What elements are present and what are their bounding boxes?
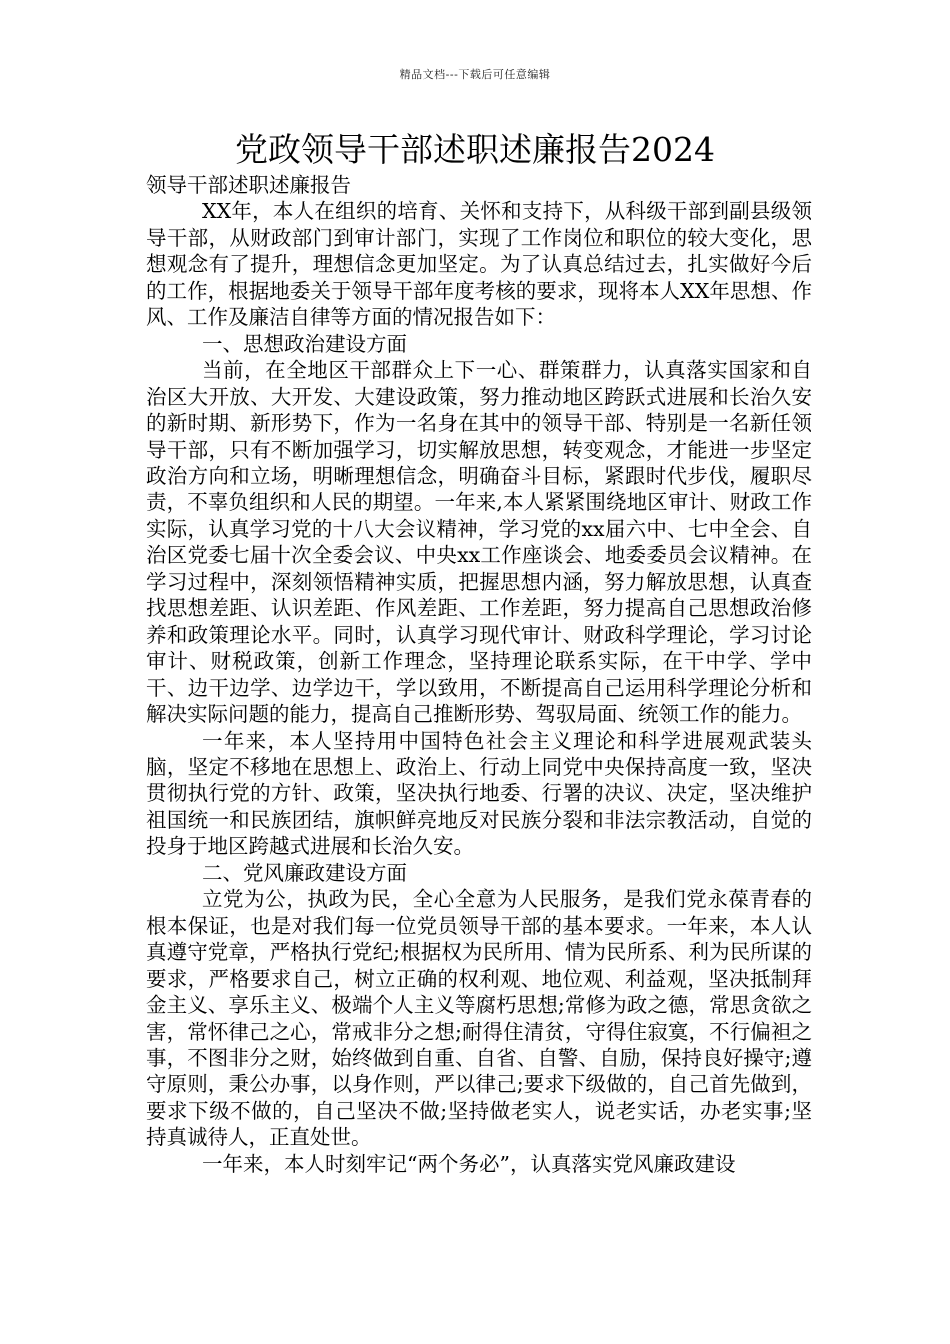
document-subtitle: 领导干部述职述廉报告	[146, 173, 351, 197]
section-heading-integrity: 二、党风廉政建设方面	[202, 860, 407, 885]
section-heading-political: 一、思想政治建设方面	[202, 331, 407, 356]
integrity-paragraph-1: 立党为公，执政为民，全心全意为人民服务，是我们党永葆青春的根本保证，也是对我们每一位党员领导干部的基本要求。一年来，本人认真遵守党章，严格执行党纪;根据权为民所用、情为民所系、利为民所谋的要求，严格要求自己，树立正确的权利观、地位观、利益观，坚决抵制拜金主义、享乐主义、极端个人主义等腐朽思想;常修为政之德，常思贪欲之害，常怀律己之心，常戒非分之想;耐得住清贫，守得住寂寞，不行偏袒之事，不图非分之财，始终做到自重、自省、自警、自励，保持良好操守;遵守原则，秉公办事，以身作则，严以律己;要求下级做的，自己首先做到，要求下级不做的，自己坚决不做;坚持做老实人，说老实话，办老实事;坚持真诚待人，正直处世。	[146, 887, 812, 1150]
political-paragraph-1: 当前，在全地区干部群众上下一心、群策群力，认真落实国家和自治区大开放、大开发、大建设政策，努力推动地区跨跃式进展和长治久安的新时期、新形势下，作为一名身在其中的领导干部、特别是一名新任领导干部，只有不断加强学习，切实解放思想，转变观念，才能进一步坚定政治方向和立场，明晰理想信念，明确奋斗目标，紧跟时代步伐，履职尽责，不辜负组织和人民的期望。一年来,本人紧紧围绕地区审计、财政工作实际，认真学习党的十八大会议精神，学习党的xx届六中、七中全会、自治区党委七届十次全委会议、中央xx工作座谈会、地委委员会议精神。在学习过程中，深刻领悟精神实质，把握思想内涵，努力解放思想，认真查找思想差距、认识差距、作风差距、工作差距，努力提高自己思想政治修养和政策理论水平。同时，认真学习现代审计、财政科学理论，学习讨论审计、财税政策，创新工作理念，坚持理论联系实际，在干中学、学中干、边干边学、边学边干，学以致用，不断提高自己运用科学理论分析和解决实际问题的能力，提高自己推断形势、驾驭局面、统领工作的能力。	[146, 358, 812, 727]
integrity-paragraph-2: 一年来，本人时刻牢记“两个务必”，认真落实党风廉政建设	[202, 1151, 736, 1176]
political-paragraph-2: 一年来，本人坚持用中国特色社会主义理论和科学进展观武装头脑，坚定不移地在思想上、政治上、行动上同党中央保持高度一致，坚决贯彻执行党的方针、政策，坚决执行地委、行署的决议、决定，坚决维护祖国统一和民族团结，旗帜鲜亮地反对民族分裂和非法宗教活动，自觉的投身于地区跨越式进展和长治久安。	[146, 728, 812, 859]
header-note: 精品文档---下载后可任意编辑	[399, 68, 551, 81]
document-body	[146, 172, 812, 1177]
intro-paragraph: XX年，本人在组织的培育、关怀和支持下，从科级干部到副县级领导干部，从财政部门到审计部门，实现了工作岗位和职位的较大变化，思想观念有了提升，理想信念更加坚定。为了认真总结过去，扎实做好今后的工作，根据地委关于领导干部年度考核的要求，现将本人XX年思想、作风、工作及廉洁自律等方面的情况报告如下：	[146, 199, 812, 330]
document-title: 党政领导干部述职述廉报告2024	[235, 130, 715, 169]
